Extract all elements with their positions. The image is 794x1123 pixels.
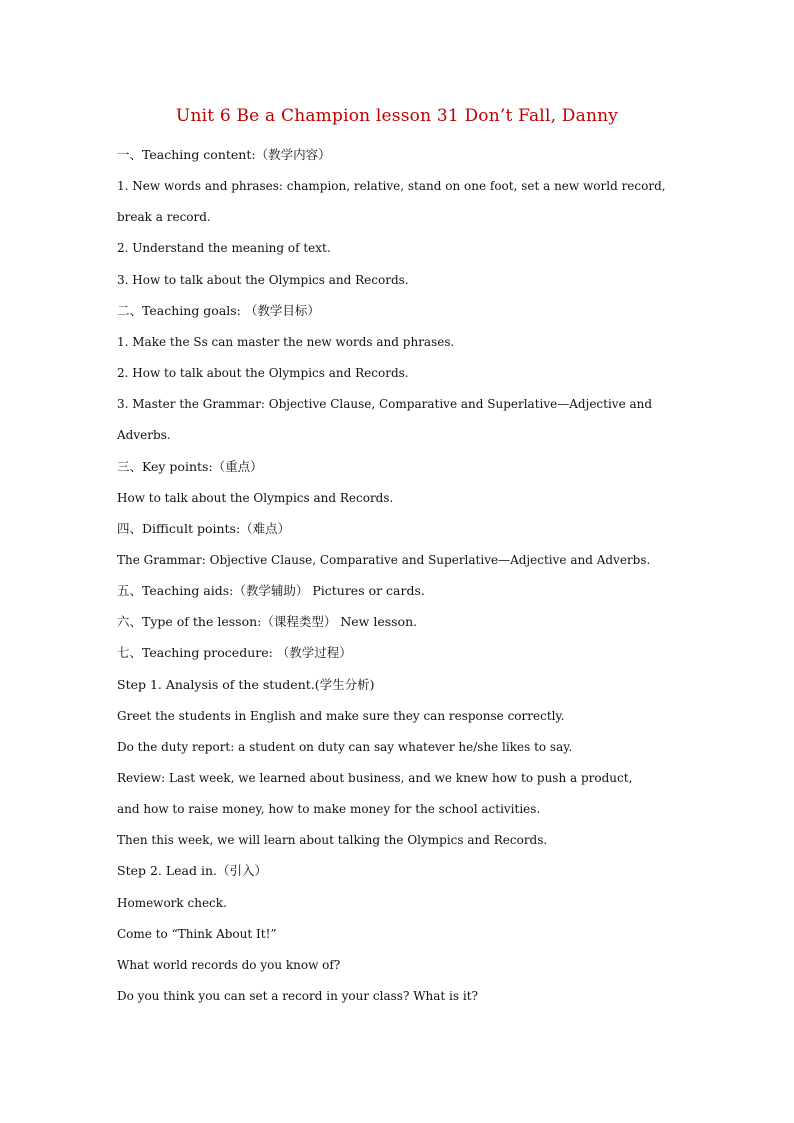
body-line: The Grammar: Objective Clause, Comparative and Superlative—Adjective and Adverbs.	[117, 553, 651, 567]
section-heading: 二、Teaching goals: （教学目标）	[117, 303, 320, 318]
document-title: Unit 6 Be a Champion lesson 31 Don’t Fall, Danny	[175, 106, 619, 126]
body-line: Do the duty report: a student on duty can say whatever he/she likes to say.	[117, 740, 573, 754]
body-line: and how to raise money, how to make money for the school activities.	[117, 802, 541, 816]
body-line: Then this week, we will learn about talking the Olympics and Records.	[117, 833, 548, 847]
section-heading: 三、Key points:（重点）	[117, 459, 263, 474]
section-heading: 一、Teaching content:（教学内容）	[117, 147, 331, 162]
body-line: How to talk about the Olympics and Records.	[117, 491, 394, 505]
section-heading: 七、Teaching procedure: （教学过程）	[117, 645, 352, 660]
body-line: Greet the students in English and make sure they can response correctly.	[117, 709, 565, 723]
section-heading: Step 1. Analysis of the student.(学生分析)	[117, 677, 375, 692]
body-line: Do you think you can set a record in your class? What is it?	[117, 989, 478, 1003]
body-line: break a record.	[117, 210, 211, 224]
section-heading: Step 2. Lead in.（引入）	[117, 863, 268, 878]
body-line: 2. How to talk about the Olympics and Records.	[117, 366, 409, 380]
body-line: 3. Master the Grammar: Objective Clause, Comparative and Superlative—Adjective and	[117, 397, 653, 411]
body-line: What world records do you know of?	[117, 958, 341, 972]
body-line: Adverbs.	[117, 428, 171, 442]
body-line: 1. New words and phrases: champion, relative, stand on one foot, set a new world record,	[117, 179, 666, 193]
section-heading: 六、Type of the lesson:（课程类型） New lesson.	[117, 614, 418, 629]
body-line: Homework check.	[117, 896, 227, 910]
body-line: 3. How to talk about the Olympics and Records.	[117, 273, 409, 287]
body-line: 2. Understand the meaning of text.	[117, 241, 331, 255]
section-heading: 五、Teaching aids:（教学辅助） Pictures or cards.	[117, 583, 425, 598]
body-line: Come to “Think About It!”	[117, 927, 277, 941]
section-heading: 四、Difficult points:（难点）	[117, 521, 291, 536]
body-line: 1. Make the Ss can master the new words and phrases.	[117, 335, 455, 349]
body-line: Review: Last week, we learned about business, and we knew how to push a product,	[117, 771, 633, 785]
